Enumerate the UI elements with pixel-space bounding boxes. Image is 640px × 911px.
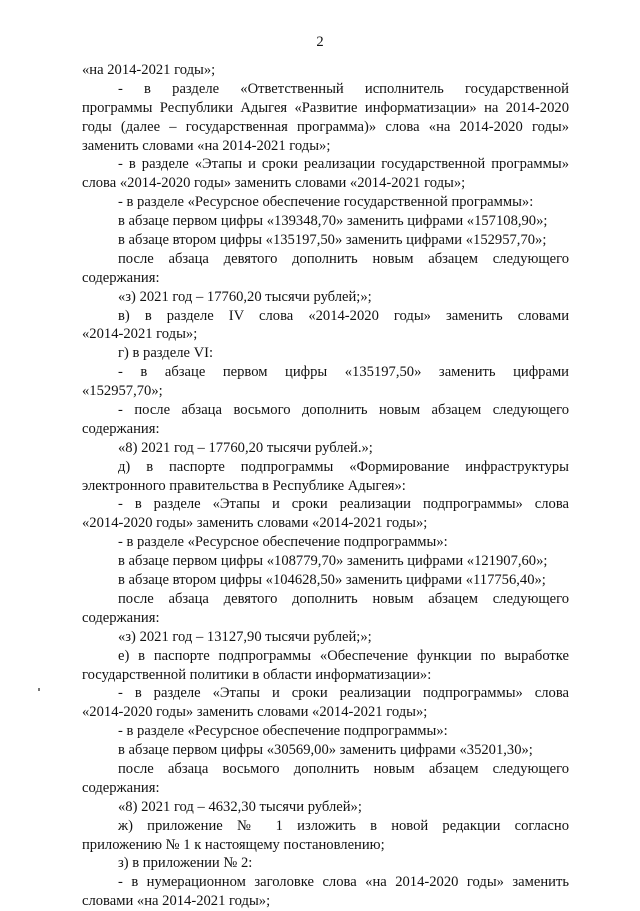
text-line: «на 2014-2021 годы»; <box>82 62 216 78</box>
text-line: в абзаце первом цифры «139348,70» заменить цифрами «157108,90»; <box>118 213 548 230</box>
text-line: в абзаце первом цифры «30569,00» заменить цифрами «35201,30»; <box>118 742 533 759</box>
text-line: годы (далее – государственная программа)» слова «на 2014-2020 годы» <box>82 118 569 135</box>
text-line: «8) 2021 год – 17760,20 тысячи рублей.»; <box>118 439 373 456</box>
text-line: после абзаца девятого дополнить новым абзацем следующего <box>118 590 569 607</box>
text-line: - в разделе «Ресурсное обеспечение подпрограммы»: <box>118 534 448 551</box>
text-line: приложению № 1 к настоящему постановлению; <box>82 836 385 853</box>
text-line: содержания: <box>82 269 160 286</box>
text-line: «2014-2020 годы» заменить словами «2014-2021 годы»; <box>82 704 428 721</box>
text-line: в абзаце втором цифры «104628,50» заменить цифрами «117756,40»; <box>118 572 546 589</box>
text-line: государственной политики в области информатизации»: <box>82 666 432 683</box>
text-line: после абзаца восьмого дополнить новым абзацем следующего <box>118 760 569 777</box>
text-line: з) в приложении № 2: <box>118 855 253 872</box>
text-line: - в разделе «Ресурсное обеспечение государственной программы»: <box>118 194 534 211</box>
text-line: «2014-2020 годы» заменить словами «2014-2021 годы»; <box>82 515 428 532</box>
text-line: - в нумерационном заголовке слова «на 2014-2020 годы» заменить <box>118 874 569 891</box>
text-line: словами «на 2014-2021 годы»; <box>82 893 271 910</box>
text-line: заменить словами «на 2014-2021 годы»; <box>82 137 331 154</box>
text-line: г) в разделе VI: <box>118 345 214 362</box>
text-line: содержания: <box>82 779 160 796</box>
text-line: - в разделе «Этапы и сроки реализации государственной программы» <box>118 156 569 173</box>
text-line: «2014-2021 годы»; <box>82 326 198 343</box>
text-line: - в разделе «Этапы и сроки реализации подпрограммы» слова <box>118 685 569 702</box>
text-line: программы Республики Адыгея «Развитие информатизации» на 2014-2020 <box>82 99 569 116</box>
text-line: - в абзаце первом цифры «135197,50» заменить цифрами <box>118 364 569 381</box>
text-line: в абзаце втором цифры «135197,50» заменить цифрами «152957,70»; <box>118 232 547 249</box>
text-line: «з) 2021 год – 13127,90 тысячи рублей;»; <box>118 628 372 645</box>
text-line: - после абзаца восьмого дополнить новым абзацем следующего <box>118 402 569 419</box>
text-line: содержания: <box>82 609 160 626</box>
document-body <box>82 61 569 911</box>
text-line: ж) приложение № 1 изложить в новой редакции согласно <box>118 817 569 834</box>
text-line: д) в паспорте подпрограммы «Формирование инфраструктуры <box>118 458 569 475</box>
text-line: слова «2014-2020 годы» заменить словами «2014-2021 годы»; <box>82 175 466 192</box>
text-line: «з) 2021 год – 17760,20 тысячи рублей;»; <box>118 288 372 305</box>
text-line: «8) 2021 год – 4632,30 тысячи рублей»; <box>118 798 362 815</box>
text-line: «152957,70»; <box>82 383 163 400</box>
scan-speck <box>38 688 40 691</box>
text-line: после абзаца девятого дополнить новым абзацем следующего <box>118 250 569 267</box>
text-line: е) в паспорте подпрограммы «Обеспечение функции по выработке <box>118 647 569 664</box>
text-line: электронного правительства в Республике Адыгея»: <box>82 477 406 494</box>
text-line: - в разделе «Ресурсное обеспечение подпрограммы»: <box>118 723 448 740</box>
text-line: содержания: <box>82 420 160 437</box>
text-line: в абзаце первом цифры «108779,70» заменить цифрами «121907,60»; <box>118 553 548 570</box>
text-line: - в разделе «Ответственный исполнитель государственной <box>118 80 569 97</box>
text-line: - в разделе «Этапы и сроки реализации подпрограммы» слова <box>118 496 569 513</box>
text-line: в) в разделе IV слова «2014-2020 годы» заменить словами <box>118 307 569 324</box>
page-number: 2 <box>316 34 324 50</box>
